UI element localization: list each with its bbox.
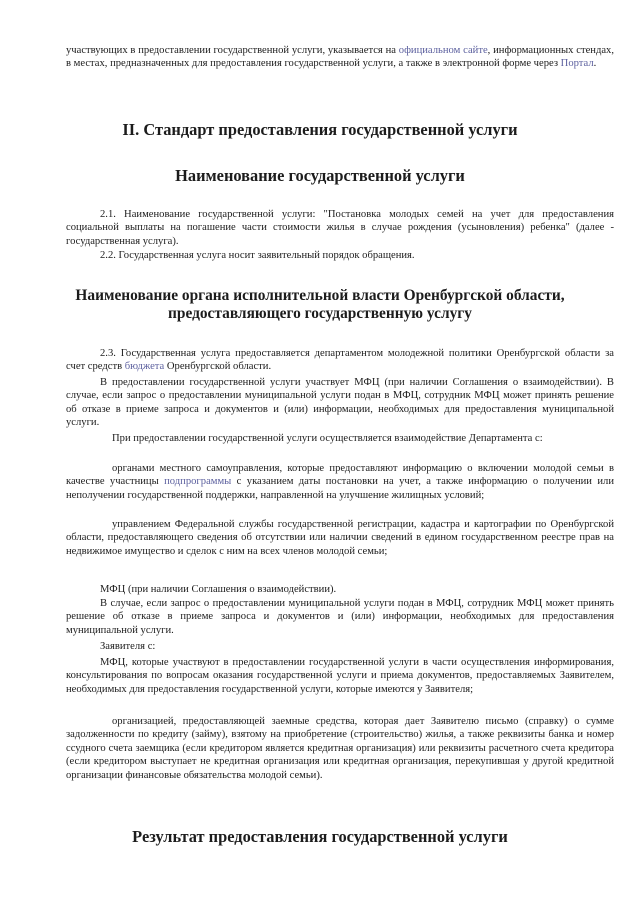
official-site-link[interactable]: официальном сайте [398,45,488,56]
heading-service-name: Наименование государственной услуги [175,166,465,185]
paragraph-2-1: 2.1. Наименование государственной услуги: "Постановка молодых семей на учет для предоставления социальной выплаты на погашение части стоимости жилья в случае рождения (усыновления) ребенка" (далее - государственная услуга). [66,209,614,247]
intro-text-1: участвующих в предоставлении государственной услуги, указывается на [66,45,399,56]
section-title: II. Стандарт предоставления государственной услуги [122,120,518,139]
paragraph-mfc-participation: МФЦ, которые участвуют в предоставлении государственной услуги в части осуществления информирования, консультирования по вопросам оказания государственной услуги и приема документов, предоставляемых Заявителем, необходимых для предоставления государственной услуги, которые имеются у Заявителя; [66,657,614,695]
paragraph-applicant: Заявителя с: [100,641,156,652]
subprogram-link[interactable]: подпрограммы [164,476,232,488]
organs-text-1: органами местного самоуправления, которые предоставляют информацию о включении молодой семьи в качестве участницы [66,463,614,488]
paragraph-rosreestr: управлением Федеральной службы государственной регистрации, кадастра и картографии по Оренбургской области, предоставляющего сведения об отсутствии или наличии сведений в едином государственном реестре прав на недвижимое имущество и сделок с ним на всех членов молодой семьи; [66,519,614,557]
heading-result: Результат предоставления государственной услуги [132,827,508,846]
paragraph-local-authorities [66,462,614,502]
intro-paragraph [66,44,614,71]
paragraph-lender: организацией, предоставляющей заемные средства, которая дает Заявителю письмо (справку) о сумме задолженности по кредиту (займу), взятому на приобретение (строительство) жилья, а также реквизиты банка и номер ссудного счета заемщика (если кредитором является кредитная организация) или реквизиты расчетного счета кредитора (если кредитором выступает не кредитная организация или кредитная организация, перекупившая у другой кредитной организации финансовые обязательства молодой семьи). [66,716,614,781]
paragraph-2-3 [66,347,614,374]
paragraph-mfc-case: В случае, если запрос о предоставлении муниципальной услуги подан в МФЦ, сотрудник МФЦ может принять решение об отказе в приеме запроса и документов и (или) информации, необходимых для предоставления муниципальной услуги. [66,598,614,636]
heading-organ: Наименование органа исполнительной власти Оренбургской области, предоставляющего государственную услугу [75,287,565,322]
intro-text-2: , информационных стендах, в местах, предназначенных для предоставления государственной услуги, а также в электронной форме через [66,45,615,70]
organs-text-2: с указанием даты постановки на учет, а также информацию о получении или неполучении государственной поддержки, направленной на улучшение жилищных условий; [66,476,614,501]
intro-text-3: . [593,58,597,70]
portal-link[interactable]: Портал [560,58,594,70]
paragraph-mfc-short: МФЦ (при наличии Соглашения о взаимодействии). [100,584,337,595]
p2-3-text-1: 2.3. Государственная услуга предоставляется департаментом молодежной политики Оренбургской области за счет средств [66,348,614,373]
budget-link[interactable]: бюджета [124,361,165,373]
paragraph-2-2: 2.2. Государственная услуга носит заявительный порядок обращения. [100,250,415,261]
paragraph-mfc: В предоставлении государственной услуги участвует МФЦ (при наличии Соглашения о взаимодействии). В случае, если запрос о предоставлении муниципальной услуги подан в МФЦ, сотрудник МФЦ может принять решение об отказе в приеме запроса и документов и (или) информации, необходимых для предоставления муниципальной услуги. [66,377,614,429]
p2-3-text-2: Оренбургской области. [164,361,272,373]
paragraph-interaction: При предоставлении государственной услуги осуществляется взаимодействие Департамента с: [112,433,543,444]
